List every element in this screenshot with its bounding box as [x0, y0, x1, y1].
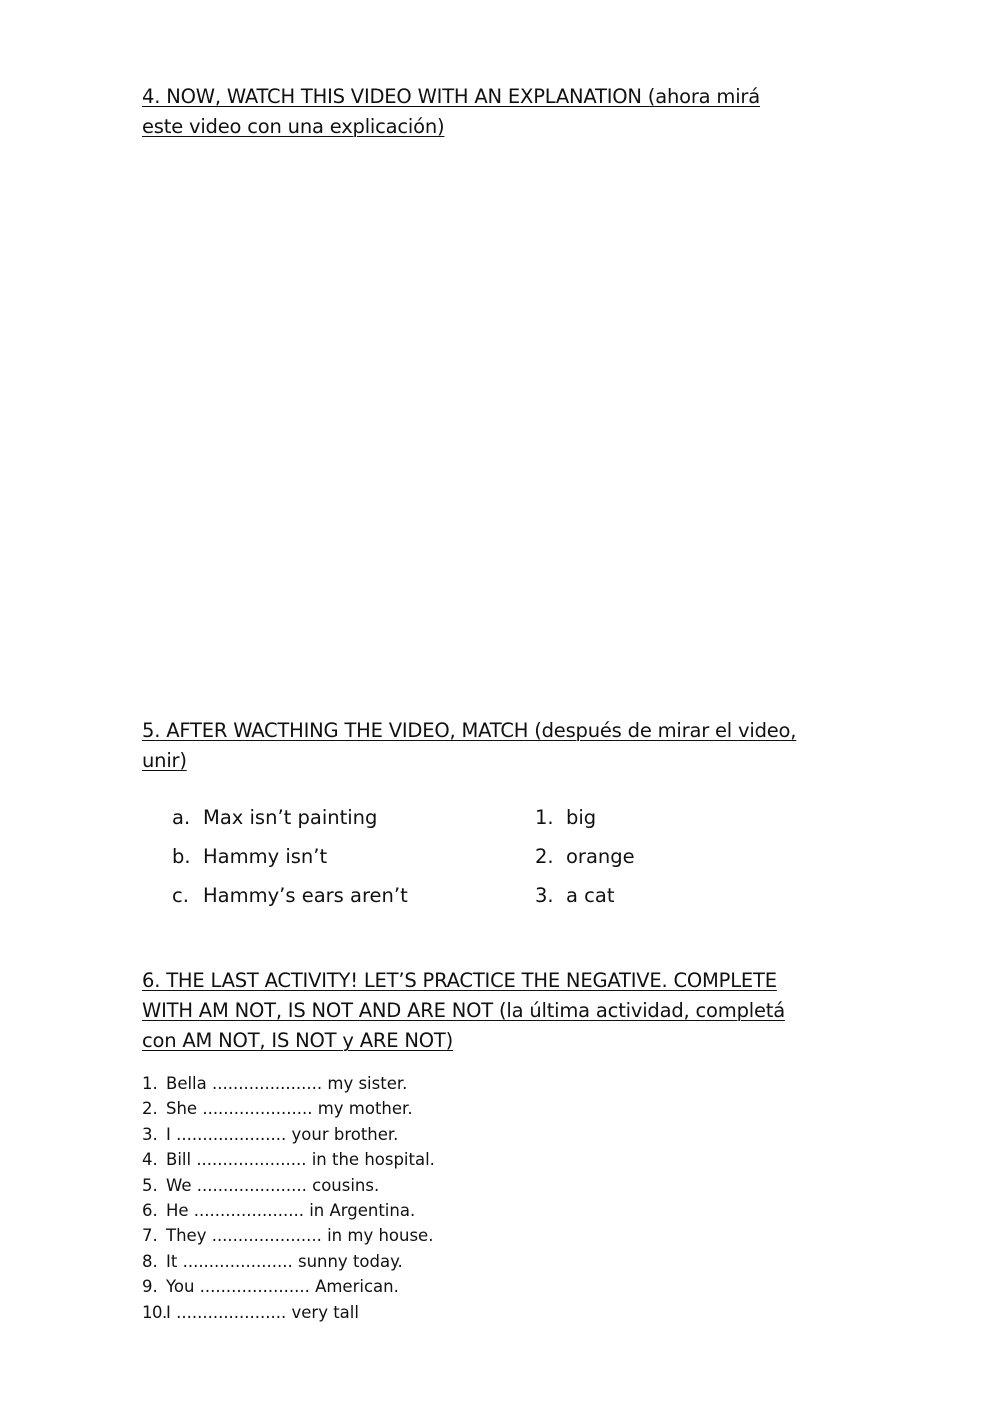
exercise-item	[142, 1124, 435, 1149]
section-6-heading	[142, 966, 842, 1056]
match-left-marker: b.	[172, 845, 191, 868]
match-left-marker: c.	[172, 884, 189, 907]
match-right-text: orange	[566, 845, 635, 868]
exercise-item	[142, 1073, 435, 1098]
match-left-column	[172, 803, 408, 920]
match-right-marker: 3.	[535, 884, 554, 907]
exercise-sentence: We ..................... cousins.	[166, 1175, 380, 1195]
exercise-sentence: They ..................... in my house.	[166, 1226, 434, 1246]
match-left-text: Hammy’s ears aren’t	[203, 884, 408, 907]
exercise-item	[142, 1276, 435, 1301]
match-left-item	[172, 803, 408, 842]
exercise-number: 10.	[142, 1302, 167, 1322]
section-6-heading-line-2: WITH AM NOT, IS NOT AND ARE NOT (la última actividad, completá	[142, 999, 785, 1022]
match-right-column	[535, 803, 635, 920]
exercise-sentence: I ..................... your brother.	[166, 1124, 399, 1144]
section-5-heading-line-2: unir)	[142, 749, 187, 772]
match-left-text: Hammy isn’t	[203, 845, 328, 868]
match-left-text: Max isn’t painting	[203, 806, 378, 829]
video-placeholder[interactable]	[142, 150, 842, 690]
exercise-number: 9.	[142, 1277, 158, 1297]
match-right-item	[535, 803, 635, 842]
section-6-heading-line-3: con AM NOT, IS NOT y ARE NOT)	[142, 1029, 453, 1052]
section-4-heading	[142, 82, 842, 142]
exercise-item	[142, 1302, 435, 1327]
match-right-item	[535, 842, 635, 881]
exercise-number: 3.	[142, 1124, 158, 1144]
exercise-number: 1.	[142, 1074, 158, 1093]
section-4-heading-line-2: este video con una explicación)	[142, 115, 445, 138]
match-right-marker: 1.	[535, 806, 554, 829]
exercise-item	[142, 1149, 435, 1174]
section-4-heading-line-1: 4. NOW, WATCH THIS VIDEO WITH AN EXPLANATION (ahora mirá	[142, 85, 760, 108]
exercise-item	[142, 1200, 435, 1225]
exercise-sentence: Bella ..................... my sister.	[166, 1074, 408, 1093]
exercise-number: 2.	[142, 1099, 158, 1119]
match-left-item	[172, 881, 408, 920]
exercise-list	[142, 1073, 435, 1327]
exercise-item	[142, 1225, 435, 1250]
exercise-sentence: He ..................... in Argentina.	[166, 1200, 416, 1220]
match-left-marker: a.	[172, 806, 191, 829]
match-right-text: a cat	[566, 884, 615, 907]
exercise-sentence: It ..................... sunny today.	[166, 1251, 403, 1271]
match-right-marker: 2.	[535, 845, 554, 868]
exercise-item	[142, 1098, 435, 1123]
exercise-number: 8.	[142, 1251, 158, 1271]
match-left-item	[172, 842, 408, 881]
exercise-sentence: She ..................... my mother.	[166, 1099, 413, 1119]
section-6-heading-line-1: 6. THE LAST ACTIVITY! LET’S PRACTICE THE NEGATIVE. COMPLETE	[142, 969, 777, 992]
exercise-number: 6.	[142, 1200, 158, 1220]
exercise-item	[142, 1175, 435, 1200]
exercise-sentence: I ..................... very tall	[166, 1302, 359, 1322]
exercise-number: 5.	[142, 1175, 158, 1195]
exercise-item	[142, 1251, 435, 1276]
exercise-number: 7.	[142, 1226, 158, 1246]
section-5-heading-line-1: 5. AFTER WACTHING THE VIDEO, MATCH (después de mirar el video,	[142, 719, 797, 742]
exercise-sentence: Bill ..................... in the hospital.	[166, 1150, 435, 1170]
exercise-number: 4.	[142, 1150, 158, 1170]
exercise-sentence: You ..................... American.	[166, 1277, 399, 1297]
match-right-item	[535, 881, 635, 920]
section-5-heading	[142, 716, 842, 776]
match-right-text: big	[566, 806, 597, 829]
